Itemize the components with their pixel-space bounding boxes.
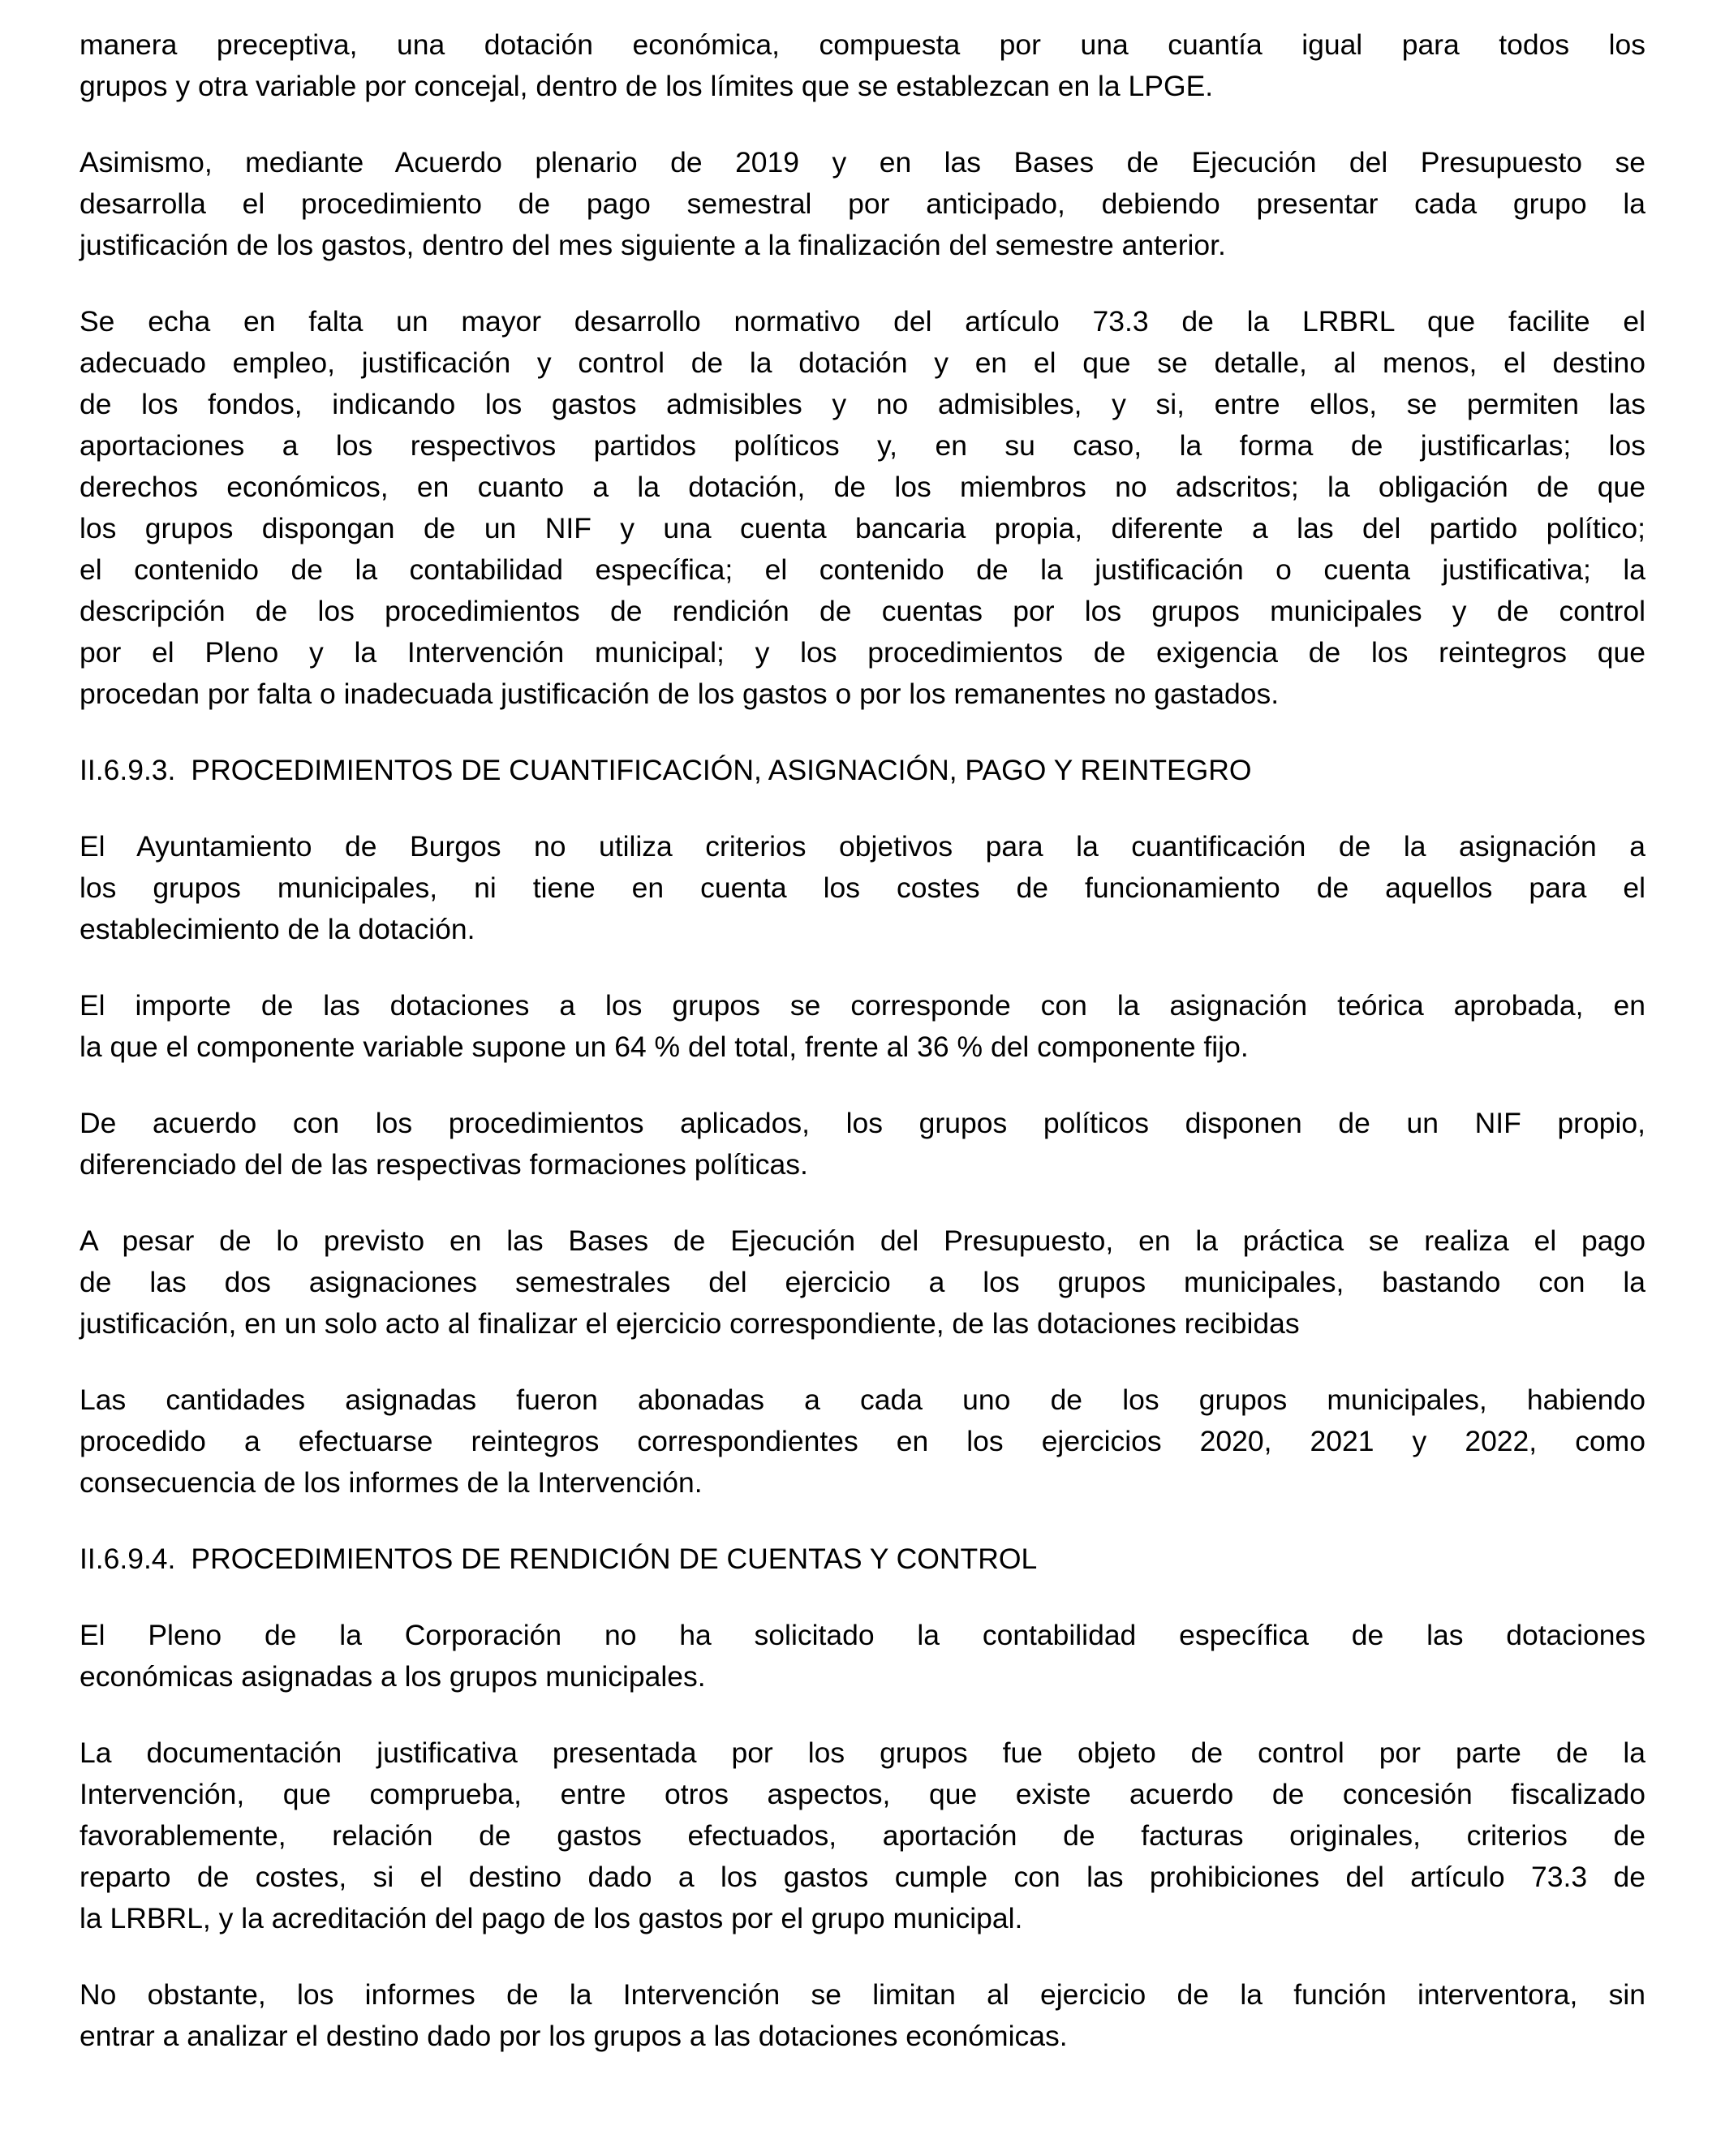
paragraph [80, 1379, 1645, 1504]
paragraph-line: los grupos dispongan de un NIF y una cuenta bancaria propia, diferente a las del partido político; [80, 512, 1645, 544]
paragraph-line: Asimismo, mediante Acuerdo plenario de 2019 y en las Bases de Ejecución del Presupuesto se [80, 146, 1645, 179]
paragraph-line: por el Pleno y la Intervención municipal; y los procedimientos de exigencia de los reintegros que [80, 636, 1645, 669]
paragraph [80, 24, 1645, 107]
paragraph [80, 1220, 1645, 1345]
paragraph-line: los grupos municipales, ni tiene en cuenta los costes de funcionamiento de aquellos para el [80, 871, 1645, 904]
paragraph-line: Intervención, que comprueba, entre otros aspectos, que existe acuerdo de concesión fiscalizado [80, 1778, 1645, 1810]
paragraph-line: desarrolla el procedimiento de pago semestral por anticipado, debiendo presentar cada grupo la [80, 187, 1645, 220]
paragraph [80, 1974, 1645, 2057]
paragraph-line: El importe de las dotaciones a los grupos se corresponde con la asignación teórica aprobada, en [80, 989, 1645, 1022]
paragraph-line: aportaciones a los respectivos partidos políticos y, en su caso, la forma de justificarlas; los [80, 429, 1645, 462]
paragraph-line: justificación, en un solo acto al finalizar el ejercicio correspondiente, de las dotaciones recibidas [80, 1307, 1300, 1340]
paragraph-line: la que el componente variable supone un 64 % del total, frente al 36 % del componente fijo. [80, 1031, 1249, 1063]
paragraph [80, 1615, 1645, 1698]
paragraph-line: reparto de costes, si el destino dado a los gastos cumple con las prohibiciones del artículo 73.3 de [80, 1861, 1645, 1893]
paragraph [80, 1103, 1645, 1186]
paragraph-line: establecimiento de la dotación. [80, 913, 475, 945]
paragraph-line: de las dos asignaciones semestrales del ejercicio a los grupos municipales, bastando con la [80, 1266, 1645, 1298]
section-number: II.6.9.3. [80, 754, 176, 786]
paragraph-line: A pesar de lo previsto en las Bases de Ejecución del Presupuesto, en la práctica se realiza el pago [80, 1224, 1645, 1257]
paragraph-line: Se echa en falta un mayor desarrollo normativo del artículo 73.3 de la LRBRL que facilite el [80, 305, 1645, 338]
section-number: II.6.9.4. [80, 1543, 176, 1575]
paragraph [80, 142, 1645, 266]
paragraph-line: manera preceptiva, una dotación económica, compuesta por una cuantía igual para todos los [80, 28, 1645, 61]
paragraph-line: De acuerdo con los procedimientos aplicados, los grupos políticos disponen de un NIF propio, [80, 1107, 1645, 1139]
paragraph [80, 826, 1645, 950]
paragraph-line: Las cantidades asignadas fueron abonadas a cada uno de los grupos municipales, habiendo [80, 1384, 1645, 1416]
section-title: PROCEDIMIENTOS DE CUANTIFICACIÓN, ASIGNACIÓN, PAGO Y REINTEGRO [191, 754, 1252, 786]
paragraph [80, 1732, 1645, 1939]
section-heading [80, 750, 1645, 791]
paragraph-line: adecuado empleo, justificación y control de la dotación y en el que se detalle, al menos, el destino [80, 346, 1645, 379]
paragraph-line: de los fondos, indicando los gastos admisibles y no admisibles, y si, entre ellos, se permiten las [80, 388, 1645, 420]
paragraph-line: entrar a analizar el destino dado por los grupos a las dotaciones económicas. [80, 2020, 1068, 2052]
paragraph-line: descripción de los procedimientos de rendición de cuentas por los grupos municipales y de control [80, 595, 1645, 627]
paragraph [80, 985, 1645, 1068]
paragraph-line: diferenciado del de las respectivas formaciones políticas. [80, 1148, 808, 1181]
paragraph-line: consecuencia de los informes de la Intervención. [80, 1466, 703, 1499]
paragraph-line: favorablemente, relación de gastos efectuados, aportación de facturas originales, criterios de [80, 1819, 1645, 1852]
paragraph-line: derechos económicos, en cuanto a la dotación, de los miembros no adscritos; la obligación de que [80, 471, 1645, 503]
paragraph-line: procedido a efectuarse reintegros correspondientes en los ejercicios 2020, 2021 y 2022, como [80, 1425, 1645, 1457]
paragraph-line: El Pleno de la Corporación no ha solicitado la contabilidad específica de las dotaciones [80, 1619, 1645, 1651]
paragraph [80, 301, 1645, 715]
paragraph-line: procedan por falta o inadecuada justificación de los gastos o por los remanentes no gastados. [80, 678, 1280, 710]
section-heading [80, 1538, 1645, 1580]
paragraph-line: justificación de los gastos, dentro del mes siguiente a la finalización del semestre anterior. [80, 229, 1226, 261]
paragraph-line: la LRBRL, y la acreditación del pago de los gastos por el grupo municipal. [80, 1902, 1023, 1934]
paragraph-line: El Ayuntamiento de Burgos no utiliza criterios objetivos para la cuantificación de la asignación a [80, 830, 1645, 863]
paragraph-line: económicas asignadas a los grupos municipales. [80, 1660, 706, 1693]
section-title: PROCEDIMIENTOS DE RENDICIÓN DE CUENTAS Y CONTROL [191, 1543, 1038, 1575]
paragraph-line: La documentación justificativa presentada por los grupos fue objeto de control por parte de la [80, 1736, 1645, 1769]
paragraph-line: grupos y otra variable por concejal, dentro de los límites que se establezcan en la LPGE. [80, 70, 1214, 102]
paragraph-line: el contenido de la contabilidad específica; el contenido de la justificación o cuenta justificativa; la [80, 553, 1645, 586]
paragraph-line: No obstante, los informes de la Intervención se limitan al ejercicio de la función interventora, sin [80, 1978, 1645, 2011]
